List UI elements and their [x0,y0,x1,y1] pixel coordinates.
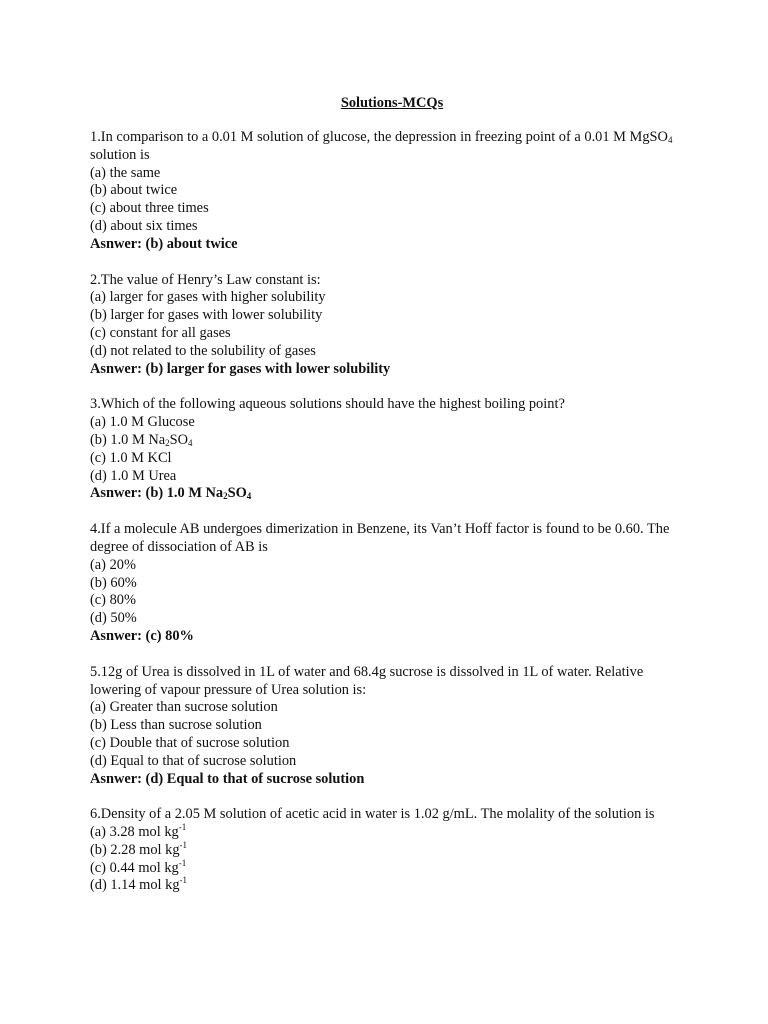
question-2 [90,272,690,379]
option-d: (d) not related to the solubility of gases [90,342,316,359]
option-d: (d) Equal to that of sucrose solution [90,752,297,769]
document-page [90,94,690,913]
option-d: (d) 1.0 M Urea [90,467,177,484]
question-text: 6.Density of a 2.05 M solution of acetic acid in water is 1.02 g/mL. The molality of the solution is [90,806,655,823]
option-b: (b) larger for gases with lower solubility [90,307,323,324]
answer: Asnwer: (b) about twice [90,235,238,252]
option-c: (c) 1.0 M KCl [90,449,172,466]
question-text: 1.In comparison to a 0.01 M solution of glucose, the depression in freezing point of a 0.01 M MgSO$_4$ solution is [90,129,673,163]
option-a: (a) 1.0 M Glucose [90,414,195,431]
question-text: 3.Which of the following aqueous solutions should have the highest boiling point? [90,396,565,413]
question-text: 5.12g of Urea is dissolved in 1L of water and 68.4g sucrose is dissolved in 1L of water. Relative lowering of vapour pressure of Urea solution is: [90,663,644,698]
option-a: (a) larger for gases with higher solubility [90,289,326,306]
option-d: (d) 50% [90,610,137,627]
option-a: (a) the same [90,164,161,181]
option-c: (c) 80% [90,592,136,609]
option-d: (d) 1.14 mol $kg^{-1}$ [90,875,188,894]
answer: Asnwer: (b) 1.0 M $Na_2SO_4$ [90,485,252,502]
page-title: Solutions-MCQs [340,95,444,111]
question-5 [90,664,690,789]
option-b: (b) about twice [90,182,178,199]
option-b: (b) Less than sucrose solution [90,717,262,734]
option-a: (a) Greater than sucrose solution [90,699,278,716]
option-c: (c) about three times [90,200,209,217]
option-c: (c) constant for all gases [90,324,231,341]
question-text: 2.The value of Henry’s Law constant is: [90,271,321,288]
question-1 [90,129,690,254]
answer: Asnwer: (c) 80% [90,627,194,644]
option-c: (c) 0.44 mol $kg^{-1}$ [90,857,187,876]
option-a: (a) 3.28 mol $kg^{-1}$ [90,822,187,841]
option-b: (b) 2.28 mol $kg^{-1}$ [90,839,188,858]
question-4 [90,521,690,646]
option-b: (b) 60% [90,574,137,591]
option-b: (b) 1.0 M $Na_2SO_4$ [90,431,193,448]
question-text: 4.If a molecule AB undergoes dimerization in Benzene, its Van’t Hoff factor is found to be 0.60. The degree of dissociation of AB is [90,521,670,555]
question-6 [90,806,690,895]
answer: Asnwer: (b) larger for gases with lower solubility [90,360,391,377]
question-3 [90,396,690,503]
option-c: (c) Double that of sucrose solution [90,734,290,751]
option-d: (d) about six times [90,217,198,234]
option-a: (a) 20% [90,556,136,573]
answer: Asnwer: (d) Equal to that of sucrose solution [90,770,365,787]
